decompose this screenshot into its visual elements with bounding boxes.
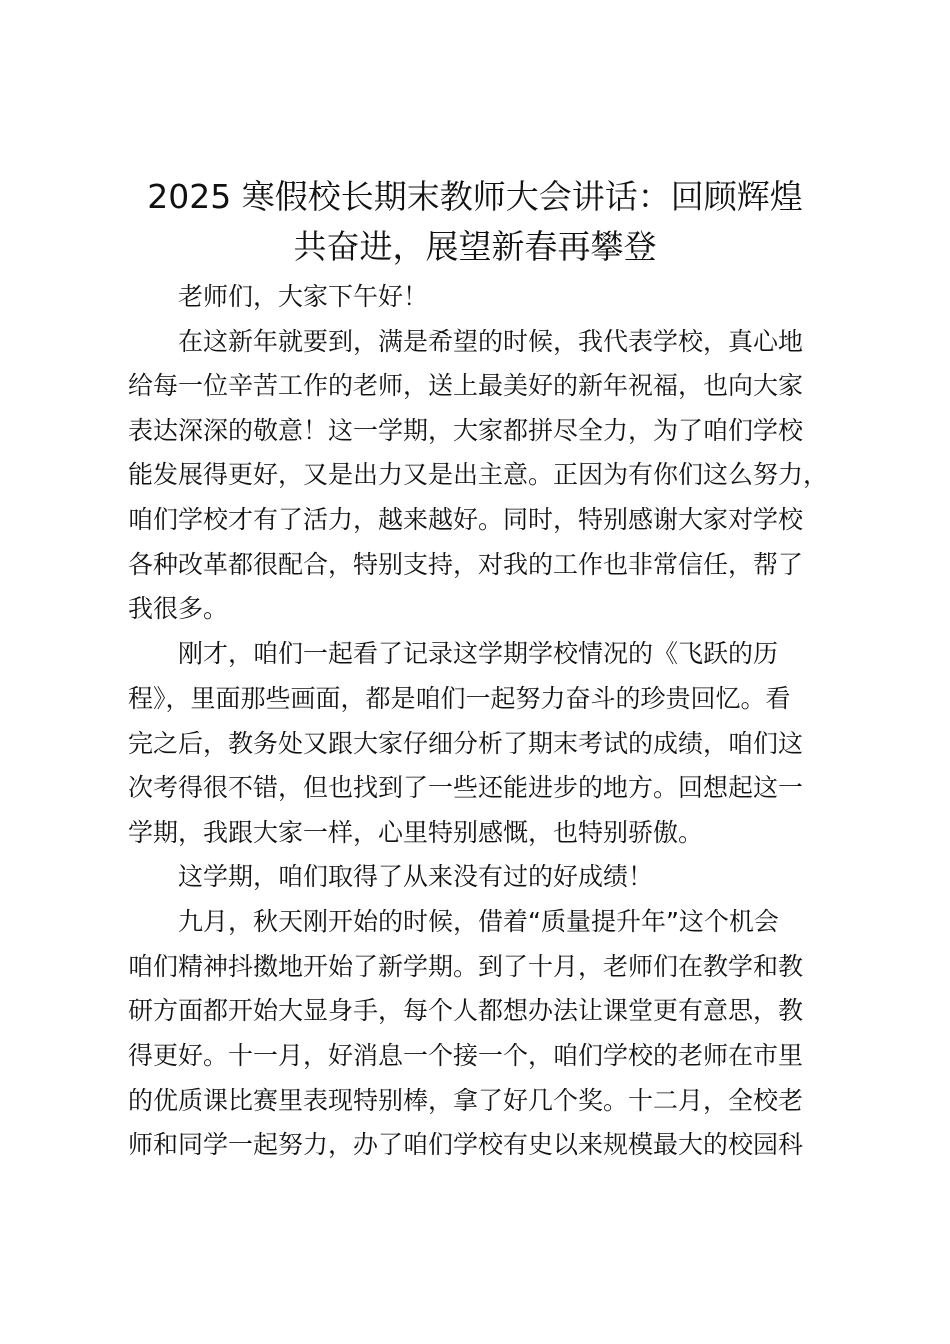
paragraph-1-line-2: 给每一位辛苦工作的老师，送上最美好的新年祝福，也向大家	[128, 371, 804, 400]
paragraph-2-line-3: 完之后，教务处又跟大家仔细分析了期末考试的成绩，咱们这	[128, 729, 804, 758]
paragraph-4-line-1: 九月，秋天刚开始的时候，借着“质量提升年”这个机会	[178, 907, 779, 936]
paragraph-2-line-1: 刚才，咱们一起看了记录这学期学校情况的《飞跃的历	[178, 639, 779, 668]
document-title-line-2: 共奋进，展望新春再攀登	[293, 227, 657, 266]
greeting-line: 老师们，大家下午好！	[178, 282, 429, 311]
paragraph-1-line-1: 在这新年就要到，满是希望的时候，我代表学校，真心地	[178, 327, 804, 356]
paragraph-4-line-6: 师和同学一起努力，办了咱们学校有史以来规模最大的校园科	[128, 1130, 804, 1159]
paragraph-1-line-3: 表达深深的敬意！这一学期，大家都拼尽全力，为了咱们学校	[128, 416, 804, 445]
paragraph-2-line-5: 学期，我跟大家一样，心里特别感慨，也特别骄傲。	[128, 818, 704, 847]
paragraph-1-line-6: 各种改革都很配合，特别支持，对我的工作也非常信任，帮了	[128, 550, 804, 579]
paragraph-2-line-4: 次考得很不错，但也找到了一些还能进步的地方。回想起这一	[128, 773, 804, 802]
paragraph-3-line-1: 这学期，咱们取得了从来没有过的好成绩！	[178, 862, 654, 891]
paragraph-1-line-4: 能发展得更好，又是出力又是出主意。正因为有你们这么努力，	[128, 460, 829, 489]
paragraph-4-line-4: 得更好。十一月，好消息一个接一个，咱们学校的老师在市里	[128, 1041, 804, 1070]
paragraph-2-line-2: 程》，里面那些画面，都是咱们一起努力奋斗的珍贵回忆。看	[128, 684, 791, 713]
document-title-line-1: 2025 寒假校长期末教师大会讲话：回顾辉煌	[147, 177, 803, 216]
paragraph-1-line-5: 咱们学校才有了活力，越来越好。同时，特别感谢大家对学校	[128, 505, 804, 534]
paragraph-4-line-5: 的优质课比赛里表现特别棒，拿了好几个奖。十二月，全校老	[128, 1086, 804, 1115]
paragraph-1-line-7: 我很多。	[128, 594, 229, 623]
paragraph-4-line-3: 研方面都开始大显身手，每个人都想办法让课堂更有意思，教	[128, 996, 804, 1025]
paragraph-4-line-2: 咱们精神抖擞地开始了新学期。到了十月，老师们在教学和教	[128, 952, 804, 981]
